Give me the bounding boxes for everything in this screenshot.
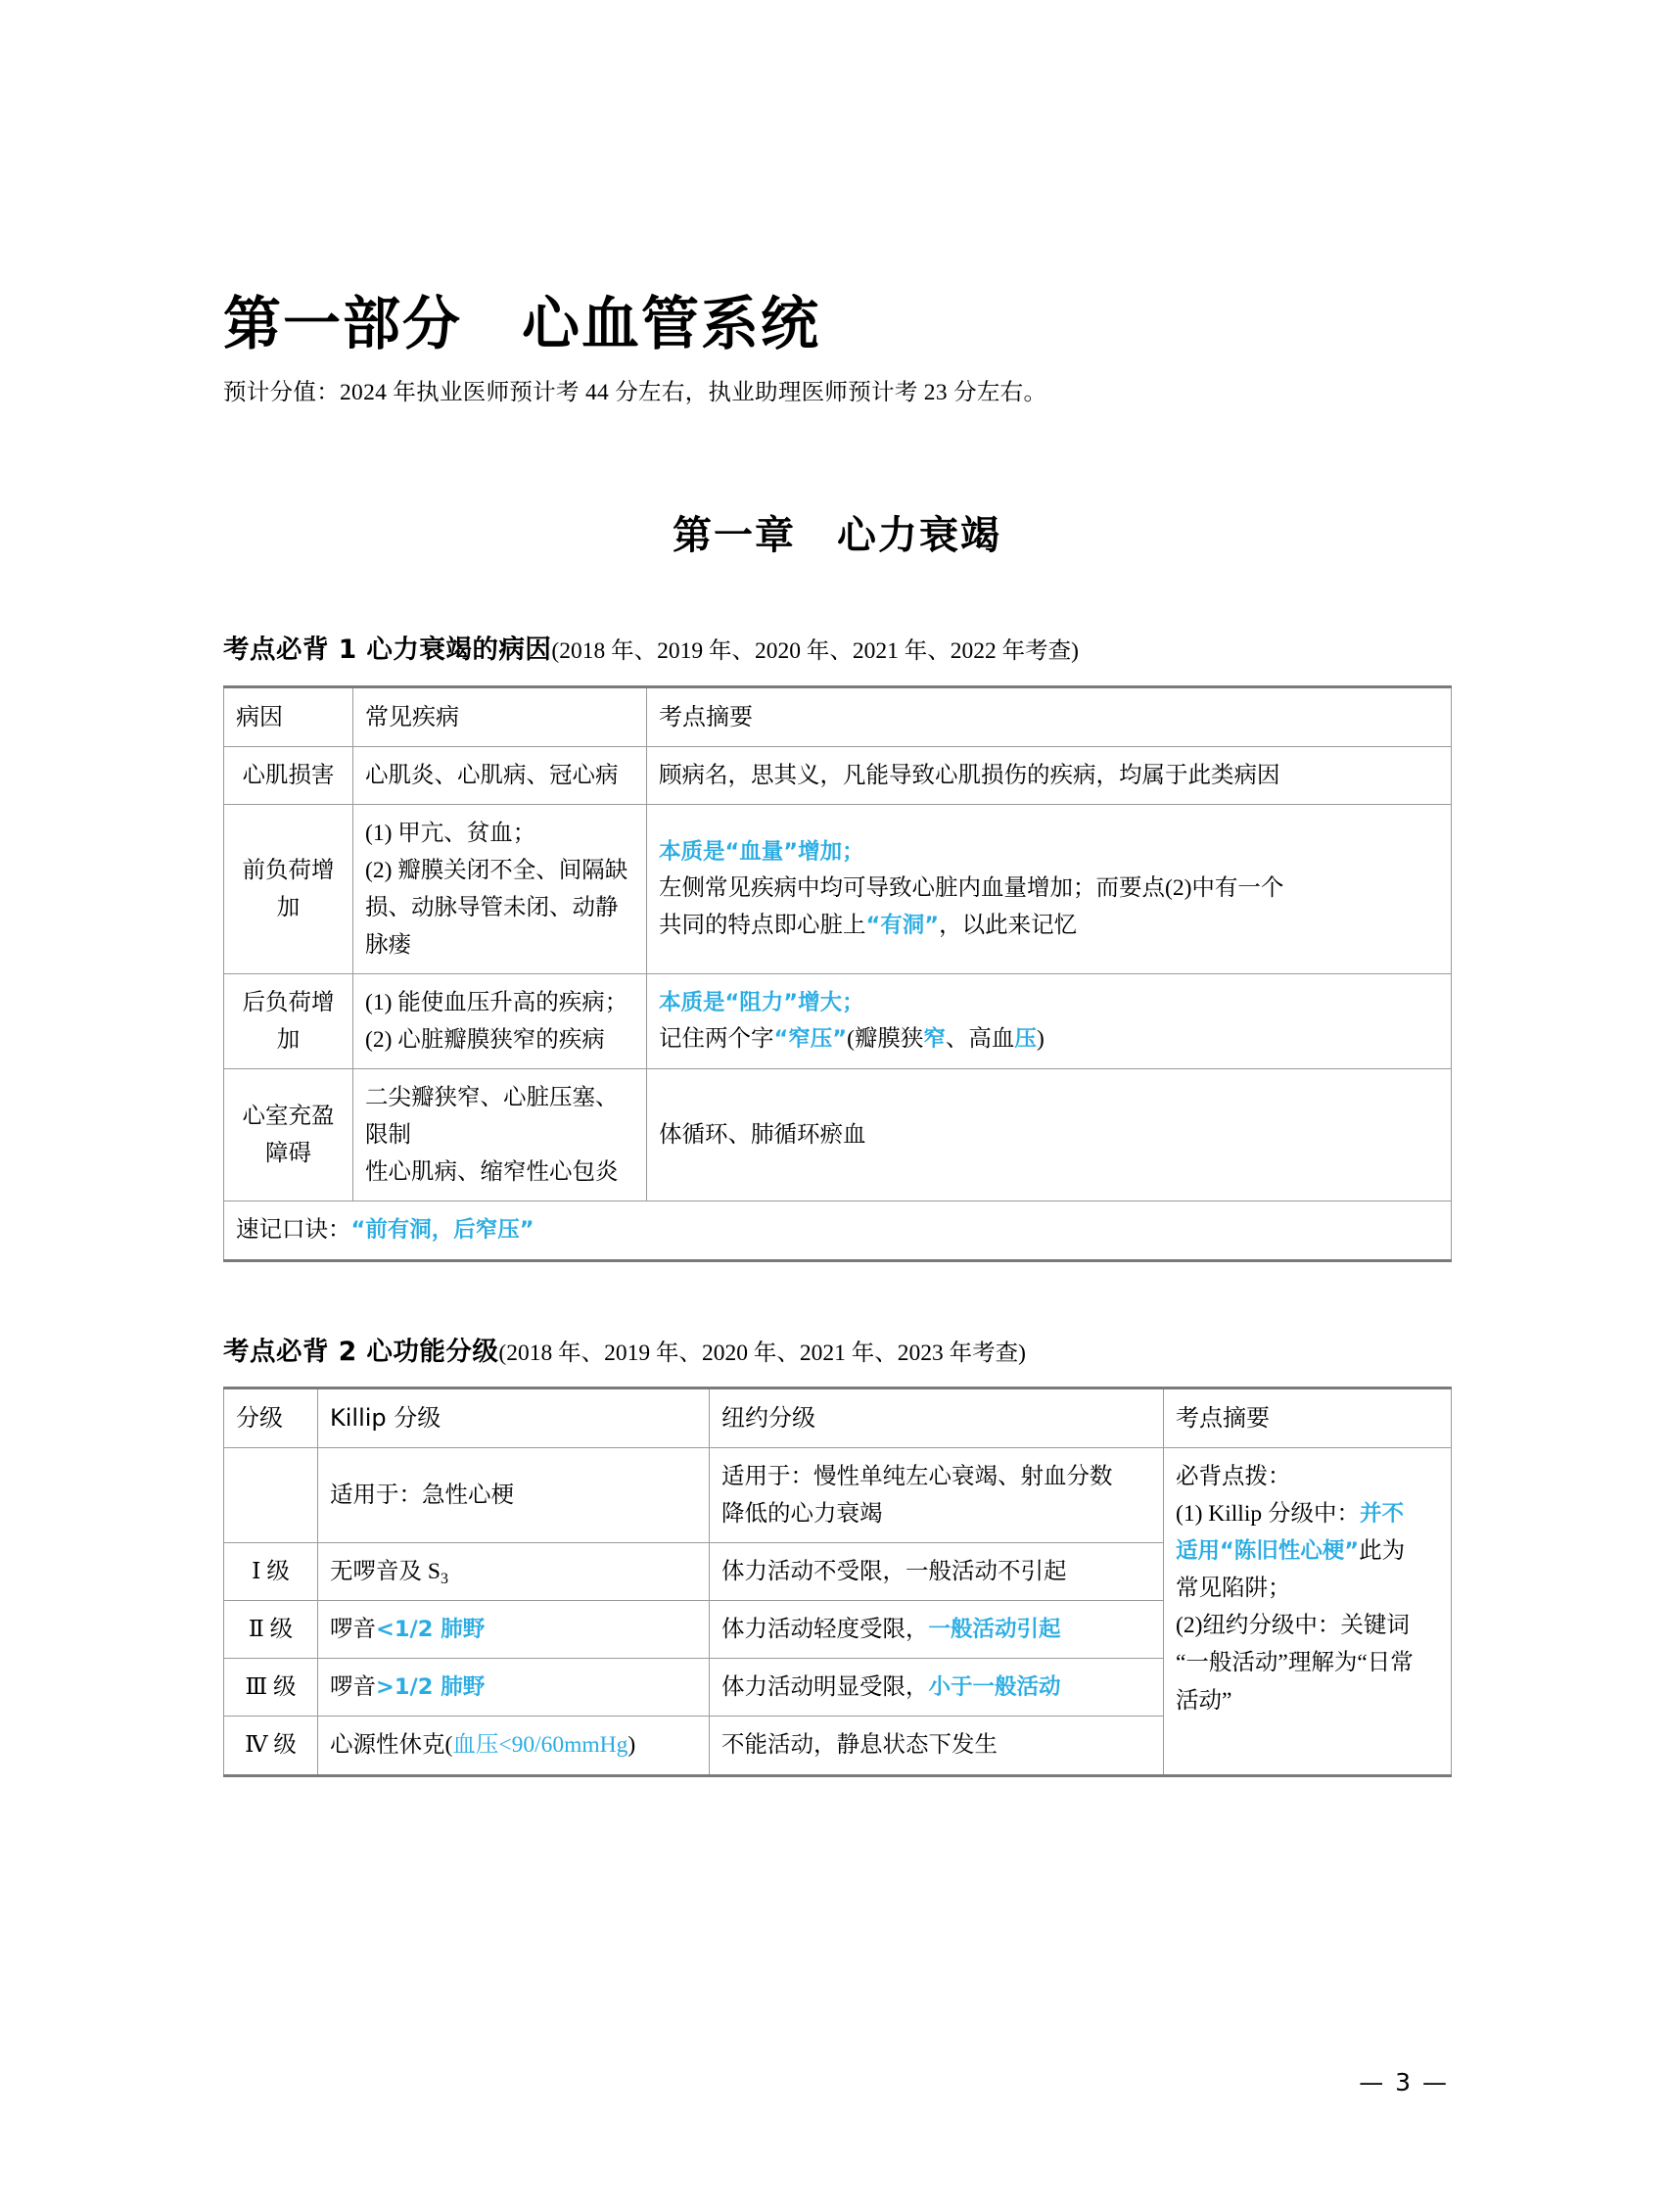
summary-cell [647, 804, 1452, 973]
column-header-summary: 考点摘要 [647, 686, 1452, 746]
table-row [224, 1069, 1452, 1201]
cause-cell: 后负荷增加 [224, 974, 353, 1069]
killip-text: 心源性休克( [330, 1732, 453, 1759]
summary-line: 左侧常见疾病中均可导致心脏内血量增加；而要点(2)中有一个 [659, 875, 1284, 902]
summary-inline-highlight: “有洞” [865, 913, 940, 939]
nyha-highlight: 一般活动引起 [928, 1617, 1061, 1643]
chapter-title: 第一章 心力衰竭 [673, 513, 1001, 559]
column-header-killip: Killip 分级 [318, 1388, 710, 1448]
grade-cell: Ⅳ 级 [224, 1717, 318, 1775]
mnemonic-label: 速记口诀： [236, 1217, 351, 1244]
summary-cell: 顾病名，思其义，凡能导致心肌损伤的疾病，均属于此类病因 [647, 746, 1452, 804]
section-1-years: (2018 年、2019 年、2020 年、2021 年、2022 年考查) [551, 638, 1079, 665]
mnemonic-value: “前有洞，后窄压” [350, 1217, 534, 1244]
table-row [224, 804, 1452, 973]
cause-cell: 心肌损害 [224, 746, 353, 804]
column-header-grade: 分级 [224, 1388, 318, 1448]
table-row [224, 746, 1452, 804]
table-header-row [224, 686, 1452, 746]
nyha-cell [710, 1601, 1164, 1659]
notes-line [1176, 1532, 1439, 1570]
nyha-text: 体力活动明显受限， [721, 1674, 929, 1701]
table-row [224, 1448, 1452, 1543]
killip-cell: 适用于：急性心梗 [318, 1448, 710, 1543]
notes-line: (2)纽约分级中：关键词 [1176, 1613, 1410, 1639]
killip-highlight: 血压<90/60mmHg [452, 1732, 628, 1759]
nyha-cell: 不能活动，静息状态下发生 [710, 1717, 1164, 1775]
killip-text: 啰音 [330, 1617, 376, 1643]
nyha-line: 适用于：慢性单纯左心衰竭、射血分数 [721, 1464, 1113, 1490]
killip-text-tail: ) [627, 1732, 636, 1759]
cause-cell: 心室充盈障碍 [224, 1069, 353, 1201]
summary-inline-highlight: 压 [1014, 1026, 1037, 1053]
column-header-cause: 病因 [224, 686, 353, 746]
killip-highlight: >1/2 肺野 [376, 1674, 486, 1701]
table-row [224, 974, 1452, 1069]
diseases-line: (2) 心脏瓣膜狭窄的疾病 [365, 1027, 605, 1054]
nyha-cell [710, 1659, 1164, 1717]
grade-cell [224, 1448, 318, 1543]
cause-cell: 前负荷增加 [224, 804, 353, 973]
notes-line: 必背点拨： [1176, 1464, 1291, 1490]
page-content [223, 0, 1451, 1777]
notes-line [1176, 1495, 1439, 1532]
section-2-title: 考点必背 2 心功能分级 [223, 1336, 499, 1367]
grade-cell: Ⅰ 级 [224, 1543, 318, 1601]
page-number: — 3 — [1359, 2068, 1449, 2096]
cardiac-function-grading-table [223, 1387, 1452, 1776]
killip-subscript: 3 [440, 1571, 448, 1588]
mnemonic-row [224, 1201, 1452, 1260]
diseases-line: (1) 能使血压升高的疾病； [365, 990, 628, 1016]
grade-cell: Ⅱ 级 [224, 1601, 318, 1659]
killip-highlight: <1/2 肺野 [376, 1617, 486, 1643]
summary-inline-highlight: “窄压” [773, 1026, 848, 1053]
killip-cell [318, 1659, 710, 1717]
table-header-row [224, 1388, 1452, 1448]
diseases-line: 性心肌病、缩窄性心包炎 [365, 1159, 619, 1186]
summary-line-highlight: 本质是“血量”增加； [659, 838, 864, 865]
notes-highlight: 并不 [1360, 1501, 1405, 1528]
nyha-cell: 体力活动不受限，一般活动不引起 [710, 1543, 1164, 1601]
diseases-line: (2) 瓣膜关闭不全、间隔缺 [365, 857, 628, 883]
column-header-summary: 考点摘要 [1164, 1388, 1452, 1448]
notes-highlight: 适用“陈旧性心梗” [1176, 1538, 1360, 1565]
notes-line: “一般活动”理解为“日常 [1176, 1650, 1414, 1676]
nyha-line: 降低的心力衰竭 [721, 1501, 883, 1528]
nyha-text: 体力活动轻度受限， [721, 1617, 929, 1643]
killip-text: 无啰音及 S [330, 1559, 441, 1585]
grade-cell: Ⅲ 级 [224, 1659, 318, 1717]
notes-text: (1) Killip 分级中： [1176, 1501, 1360, 1528]
column-header-nyha: 纽约分级 [710, 1388, 1164, 1448]
killip-text: 啰音 [330, 1674, 376, 1701]
diseases-cell [353, 974, 647, 1069]
diseases-line: (1) 甲亢、贫血； [365, 820, 536, 846]
notes-line: 常见陷阱； [1176, 1576, 1291, 1602]
diseases-cell [353, 1069, 647, 1201]
nyha-highlight: 小于一般活动 [928, 1674, 1061, 1701]
mnemonic-cell [224, 1201, 1452, 1260]
notes-line: 活动” [1176, 1687, 1232, 1714]
notes-text: 此为 [1359, 1538, 1406, 1565]
summary-line: 共同的特点即心脏上“有洞”，以此来记忆 [659, 913, 1078, 939]
column-header-diseases: 常见疾病 [353, 686, 647, 746]
section-1-title: 考点必背 1 心力衰竭的病因 [223, 635, 552, 666]
diseases-line: 二尖瓣狭窄、心脏压塞、限制 [365, 1085, 619, 1149]
summary-line-highlight: 本质是“阻力”增大； [659, 989, 864, 1015]
diseases-line: 损、动脉导管未闭、动静脉瘘 [365, 895, 619, 959]
summary-notes-cell [1164, 1448, 1452, 1775]
summary-inline-highlight: 窄 [923, 1026, 946, 1053]
section-2-years: (2018 年、2019 年、2020 年、2021 年、2023 年考查) [498, 1340, 1026, 1366]
killip-cell [318, 1543, 710, 1601]
section-heading-1 [223, 633, 1451, 668]
summary-cell: 体循环、肺循环瘀血 [647, 1069, 1452, 1201]
part-score-note: 预计分值：2024 年执业医师预计考 44 分左右，执业助理医师预计考 23 分左右。 [223, 379, 1047, 405]
diseases-cell: 心肌炎、心肌病、冠心病 [353, 746, 647, 804]
killip-cell [318, 1601, 710, 1659]
etiology-table [223, 685, 1452, 1262]
section-heading-2 [223, 1335, 1451, 1370]
part-title: 第一部分 心血管系统 [223, 290, 821, 357]
summary-line: 记住两个字“窄压”(瓣膜狭窄、高血压) [659, 1026, 1045, 1053]
killip-cell [318, 1717, 710, 1775]
diseases-cell [353, 804, 647, 973]
nyha-cell [710, 1448, 1164, 1543]
summary-cell [647, 974, 1452, 1069]
